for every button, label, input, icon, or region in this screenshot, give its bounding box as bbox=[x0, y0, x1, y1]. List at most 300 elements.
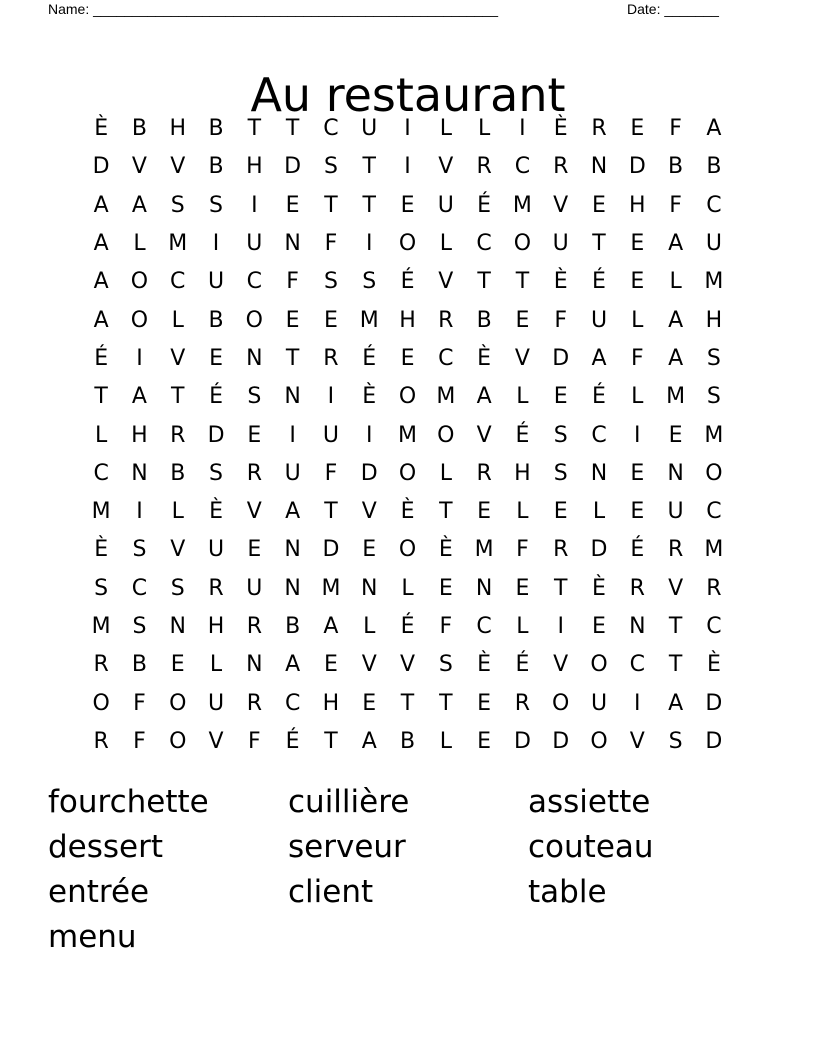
grid-letter: L bbox=[516, 384, 529, 410]
grid-letter: O bbox=[130, 269, 149, 295]
grid-letter: M bbox=[91, 499, 111, 525]
grid-letter: E bbox=[285, 192, 300, 218]
grid-letter: E bbox=[630, 499, 645, 525]
grid-letter: F bbox=[324, 231, 338, 257]
grid-letter: F bbox=[133, 728, 146, 754]
grid-letter: O bbox=[92, 690, 110, 716]
grid-letter: S bbox=[553, 460, 568, 486]
grid-letter: M bbox=[398, 422, 418, 448]
grid-letter: D bbox=[322, 537, 340, 563]
grid-letter: E bbox=[438, 575, 453, 601]
grid-letter: D bbox=[628, 154, 646, 180]
grid-letter: A bbox=[285, 652, 301, 678]
grid-letter: L bbox=[516, 499, 529, 525]
grid-letter: D bbox=[552, 728, 570, 754]
grid-letter: T bbox=[171, 384, 185, 410]
grid-letter: E bbox=[362, 690, 377, 716]
grid-letter: N bbox=[284, 231, 301, 257]
grid-letter: R bbox=[629, 575, 645, 601]
grid-letter: T bbox=[592, 231, 606, 257]
grid-letter: E bbox=[592, 192, 606, 218]
grid-letter: È bbox=[477, 345, 492, 371]
grid-letter: D bbox=[705, 690, 723, 716]
grid-letter: L bbox=[439, 231, 452, 257]
grid-letter: T bbox=[94, 384, 108, 410]
grid-letter: A bbox=[706, 116, 722, 142]
grid-letter: F bbox=[439, 614, 453, 639]
word-search-grid bbox=[82, 110, 733, 761]
grid-letter: M bbox=[704, 537, 724, 563]
grid-letter: L bbox=[669, 269, 682, 295]
grid-letter: E bbox=[630, 269, 645, 295]
grid-letter: O bbox=[398, 384, 417, 410]
grid-letter: S bbox=[706, 384, 721, 410]
grid-letter: B bbox=[285, 614, 301, 639]
grid-letter: É bbox=[515, 422, 530, 448]
grid-letter: F bbox=[669, 192, 682, 218]
grid-letter: S bbox=[323, 269, 338, 295]
grid-letter: R bbox=[246, 614, 262, 639]
grid-letter: V bbox=[553, 652, 569, 678]
grid-letter: I bbox=[289, 422, 296, 448]
grid-letter: É bbox=[592, 384, 606, 410]
grid-letter: L bbox=[363, 614, 376, 639]
grid-letter: E bbox=[630, 231, 645, 257]
grid-letter: A bbox=[131, 192, 147, 218]
grid-letter: R bbox=[553, 537, 569, 563]
grid-letter: I bbox=[634, 422, 641, 448]
page-title: Au restaurant bbox=[250, 67, 566, 122]
grid-letter: M bbox=[359, 307, 379, 333]
grid-letter: M bbox=[91, 614, 111, 639]
grid-letter: O bbox=[590, 728, 608, 754]
grid-letter: S bbox=[553, 422, 568, 448]
grid-letter: V bbox=[170, 154, 186, 180]
grid-letter: S bbox=[247, 384, 262, 410]
grid-letter: F bbox=[630, 345, 644, 371]
grid-letter: S bbox=[706, 345, 721, 371]
grid-letter: I bbox=[519, 116, 526, 142]
grid-letter: F bbox=[516, 537, 529, 563]
grid-letter: E bbox=[323, 307, 338, 333]
grid-letter: C bbox=[93, 460, 109, 486]
grid-letter: D bbox=[207, 422, 225, 448]
date-field-line: Date: _______ bbox=[627, 1, 719, 17]
grid-letter: I bbox=[365, 231, 373, 257]
grid-letter: H bbox=[207, 614, 225, 639]
grid-letter: R bbox=[93, 728, 109, 754]
grid-letter: È bbox=[94, 116, 109, 142]
grid-letter: H bbox=[514, 460, 531, 486]
grid-letter: C bbox=[706, 192, 722, 218]
grid-letter: I bbox=[365, 422, 373, 448]
grid-letter: E bbox=[515, 307, 530, 333]
grid-letter: E bbox=[553, 499, 568, 525]
grid-letter: V bbox=[514, 345, 530, 371]
grid-letter: È bbox=[553, 269, 568, 295]
grid-letter: O bbox=[245, 307, 263, 333]
grid-letter: È bbox=[706, 652, 721, 678]
grid-letter: C bbox=[438, 345, 454, 371]
grid-letter: C bbox=[706, 614, 722, 639]
grid-letter: N bbox=[246, 345, 263, 371]
grid-letter: U bbox=[246, 231, 263, 257]
grid-letter: D bbox=[705, 728, 723, 754]
grid-letter: M bbox=[474, 537, 494, 563]
grid-letter: N bbox=[246, 652, 263, 678]
grid-letter: A bbox=[476, 384, 492, 410]
grid-letter: B bbox=[208, 154, 224, 180]
grid-letter: T bbox=[324, 728, 338, 754]
grid-letter: O bbox=[169, 690, 187, 716]
grid-letter: A bbox=[668, 307, 684, 333]
grid-letter: V bbox=[629, 728, 645, 754]
grid-letter: T bbox=[668, 614, 683, 639]
grid-letter: T bbox=[324, 192, 338, 218]
grid-letter: N bbox=[284, 575, 301, 601]
grid-letter: V bbox=[170, 537, 186, 563]
grid-letter: M bbox=[512, 192, 532, 218]
grid-letter: E bbox=[592, 614, 606, 639]
grid-letter: D bbox=[360, 460, 378, 486]
grid-letter: C bbox=[131, 575, 148, 601]
grid-letter: U bbox=[437, 192, 454, 218]
grid-letter: I bbox=[327, 384, 335, 410]
grid-letter: A bbox=[668, 231, 684, 257]
grid-letter: È bbox=[209, 499, 223, 525]
grid-letter: L bbox=[133, 231, 146, 257]
grid-letter: V bbox=[208, 728, 224, 754]
grid-letter: T bbox=[324, 499, 338, 525]
grid-letter: T bbox=[553, 575, 568, 601]
grid-letter: É bbox=[362, 345, 377, 371]
grid-letter: E bbox=[170, 652, 185, 678]
grid-letter: L bbox=[171, 499, 184, 525]
grid-letter: É bbox=[477, 192, 492, 218]
grid-letter: C bbox=[284, 690, 301, 716]
grid-letter: N bbox=[284, 537, 301, 563]
grid-letter: E bbox=[630, 460, 645, 486]
grid-letter: U bbox=[284, 460, 301, 486]
word-list-item: table bbox=[528, 874, 607, 910]
grid-letter: L bbox=[516, 614, 529, 639]
grid-letter: L bbox=[95, 422, 108, 448]
grid-letter: U bbox=[590, 307, 608, 333]
grid-letter: O bbox=[513, 231, 532, 257]
grid-letter: B bbox=[208, 116, 224, 142]
grid-letter: F bbox=[669, 116, 682, 142]
grid-letter: V bbox=[668, 575, 684, 601]
name-field-line: Name: ____________________________________________________ bbox=[48, 1, 499, 17]
word-list-item: client bbox=[288, 874, 374, 910]
grid-letter: V bbox=[361, 652, 377, 678]
grid-letter: E bbox=[477, 728, 492, 754]
grid-letter: V bbox=[553, 192, 569, 218]
grid-letter: V bbox=[361, 499, 377, 525]
grid-letter: E bbox=[285, 307, 300, 333]
grid-letter: É bbox=[592, 269, 606, 295]
grid-letter: C bbox=[246, 269, 263, 295]
grid-letter: È bbox=[592, 575, 606, 601]
grid-letter: U bbox=[207, 537, 225, 563]
grid-letter: R bbox=[476, 460, 492, 486]
grid-letter: B bbox=[399, 728, 416, 754]
grid-letter: E bbox=[400, 345, 415, 371]
grid-letter: C bbox=[706, 499, 722, 525]
grid-letter: O bbox=[398, 537, 417, 563]
grid-letter: R bbox=[208, 575, 224, 601]
grid-letter: È bbox=[438, 537, 453, 563]
grid-letter: M bbox=[436, 384, 456, 410]
grid-letter: I bbox=[251, 192, 258, 218]
grid-letter: R bbox=[93, 652, 109, 678]
grid-letter: S bbox=[668, 728, 683, 754]
grid-letter: È bbox=[94, 537, 109, 563]
grid-letter: T bbox=[515, 269, 530, 295]
grid-letter: E bbox=[247, 422, 262, 448]
grid-letter: S bbox=[132, 537, 147, 563]
grid-letter: M bbox=[168, 231, 188, 257]
grid-letter: E bbox=[477, 690, 492, 716]
grid-letter: S bbox=[94, 575, 109, 601]
grid-letter: S bbox=[170, 575, 185, 601]
grid-letter: A bbox=[323, 614, 339, 639]
grid-letter: I bbox=[404, 154, 411, 180]
grid-letter: L bbox=[439, 116, 452, 142]
grid-letter: H bbox=[322, 690, 340, 716]
grid-letter: V bbox=[399, 652, 416, 678]
grid-letter: N bbox=[131, 460, 148, 486]
grid-letter: È bbox=[553, 116, 568, 142]
grid-letter: C bbox=[323, 116, 339, 142]
grid-letter: A bbox=[93, 269, 109, 295]
grid-letter: L bbox=[209, 652, 223, 678]
grid-letter: O bbox=[130, 307, 149, 333]
grid-letter: C bbox=[476, 231, 492, 257]
grid-letter: É bbox=[94, 345, 109, 371]
grid-letter: B bbox=[208, 307, 224, 333]
grid-letter: E bbox=[630, 116, 645, 142]
grid-letter: N bbox=[590, 154, 608, 180]
grid-letter: C bbox=[591, 422, 607, 448]
grid-letter: R bbox=[591, 116, 607, 142]
grid-letter: A bbox=[361, 728, 377, 754]
word-list-item: fourchette bbox=[48, 784, 209, 820]
grid-letter: B bbox=[170, 460, 186, 486]
grid-letter: U bbox=[552, 231, 569, 257]
grid-letter: L bbox=[401, 575, 414, 601]
grid-letter: B bbox=[706, 154, 722, 180]
grid-letter: D bbox=[513, 728, 531, 754]
grid-letter: F bbox=[133, 690, 146, 716]
grid-letter: R bbox=[553, 154, 569, 180]
grid-letter: N bbox=[284, 384, 301, 410]
grid-letter: S bbox=[362, 269, 377, 295]
grid-letter: É bbox=[515, 652, 530, 678]
grid-letter: I bbox=[136, 499, 143, 525]
grid-letter: L bbox=[631, 307, 644, 333]
grid-letter: S bbox=[209, 460, 224, 486]
word-list-item: serveur bbox=[288, 829, 406, 865]
grid-letter: C bbox=[170, 269, 186, 295]
grid-letter: T bbox=[285, 345, 300, 371]
grid-letter: L bbox=[439, 728, 452, 754]
grid-letter: U bbox=[667, 499, 684, 525]
grid-letter: B bbox=[476, 307, 492, 333]
grid-letter: R bbox=[667, 537, 684, 563]
grid-letter: N bbox=[667, 460, 684, 486]
grid-letter: É bbox=[400, 614, 415, 639]
grid-letter: H bbox=[629, 192, 646, 218]
grid-letter: D bbox=[92, 154, 110, 180]
grid-letter: V bbox=[476, 422, 492, 448]
grid-letter: É bbox=[285, 728, 300, 754]
grid-letter: V bbox=[246, 499, 262, 525]
grid-letter: N bbox=[475, 575, 493, 601]
grid-letter: U bbox=[590, 690, 608, 716]
grid-letter: O bbox=[169, 728, 187, 754]
grid-letter: U bbox=[322, 422, 339, 448]
grid-letter: A bbox=[285, 499, 301, 525]
grid-letter: R bbox=[514, 690, 531, 716]
grid-letter: A bbox=[668, 690, 684, 716]
grid-letter: L bbox=[592, 499, 606, 525]
grid-letter: R bbox=[170, 422, 186, 448]
grid-letter: È bbox=[477, 652, 492, 678]
grid-letter: C bbox=[514, 154, 531, 180]
grid-letter: S bbox=[323, 154, 338, 180]
grid-letter: I bbox=[136, 345, 143, 371]
grid-letter: E bbox=[477, 499, 492, 525]
grid-letter: A bbox=[93, 307, 109, 333]
grid-letter: R bbox=[476, 154, 492, 180]
grid-letter: S bbox=[209, 192, 224, 218]
grid-letter: V bbox=[131, 154, 147, 180]
grid-letter: R bbox=[323, 345, 339, 371]
grid-letter: V bbox=[438, 154, 454, 180]
grid-letter: E bbox=[247, 537, 262, 563]
grid-letter: R bbox=[706, 575, 722, 601]
grid-letter: É bbox=[209, 384, 223, 410]
grid-letter: E bbox=[323, 652, 338, 678]
grid-letter: F bbox=[324, 460, 338, 486]
grid-letter: N bbox=[590, 460, 608, 486]
grid-letter: M bbox=[666, 384, 686, 410]
grid-letter: R bbox=[438, 307, 454, 333]
grid-letter: S bbox=[132, 614, 147, 639]
grid-letter: T bbox=[247, 116, 262, 142]
word-list-item: cuillière bbox=[288, 784, 410, 820]
grid-letter: U bbox=[207, 269, 225, 295]
grid-letter: D bbox=[284, 154, 302, 180]
grid-letter: V bbox=[170, 345, 186, 371]
grid-letter: O bbox=[590, 652, 608, 678]
grid-letter: T bbox=[439, 499, 453, 525]
grid-letter: T bbox=[668, 652, 683, 678]
grid-letter: A bbox=[131, 384, 147, 410]
grid-letter: U bbox=[246, 575, 263, 601]
grid-letter: U bbox=[705, 231, 722, 257]
grid-letter: T bbox=[362, 192, 376, 218]
grid-letter: É bbox=[400, 269, 415, 295]
grid-letter: H bbox=[705, 307, 723, 333]
grid-letter: I bbox=[404, 116, 411, 142]
grid-letter: È bbox=[400, 499, 415, 525]
grid-letter: L bbox=[171, 307, 184, 333]
grid-letter: A bbox=[93, 231, 109, 257]
grid-letter: I bbox=[557, 614, 564, 639]
grid-letter: S bbox=[170, 192, 185, 218]
grid-letter: M bbox=[704, 422, 724, 448]
grid-letter: L bbox=[631, 384, 644, 410]
grid-letter: M bbox=[321, 575, 341, 601]
grid-letter: I bbox=[634, 690, 641, 716]
grid-letter: T bbox=[285, 116, 300, 142]
grid-letter: T bbox=[362, 154, 376, 180]
grid-letter: A bbox=[668, 345, 684, 371]
grid-letter: H bbox=[169, 116, 187, 142]
grid-letter: O bbox=[552, 690, 570, 716]
grid-letter: M bbox=[704, 269, 724, 295]
grid-letter: E bbox=[400, 192, 415, 218]
grid-letter: L bbox=[477, 116, 491, 142]
grid-letter: D bbox=[552, 345, 570, 371]
grid-letter: N bbox=[629, 614, 646, 639]
grid-letter: E bbox=[209, 345, 223, 371]
grid-letter: O bbox=[398, 231, 417, 257]
grid-letter: É bbox=[630, 537, 645, 563]
grid-letter: V bbox=[438, 269, 454, 295]
word-list-item: menu bbox=[48, 919, 137, 955]
grid-letter: A bbox=[591, 345, 607, 371]
grid-letter: D bbox=[590, 537, 608, 563]
grid-letter: H bbox=[246, 154, 263, 180]
grid-letter: A bbox=[93, 192, 109, 218]
grid-letter: C bbox=[476, 614, 492, 639]
grid-letter: F bbox=[248, 728, 261, 754]
grid-letter: H bbox=[399, 307, 416, 333]
grid-letter: U bbox=[361, 116, 378, 142]
grid-letter: E bbox=[668, 422, 683, 448]
grid-letter: U bbox=[207, 690, 225, 716]
grid-letter: T bbox=[439, 690, 453, 716]
grid-letter: R bbox=[246, 690, 262, 716]
grid-letter: B bbox=[131, 652, 147, 678]
grid-letter: C bbox=[629, 652, 645, 678]
grid-letter: T bbox=[477, 269, 491, 295]
word-list-item: assiette bbox=[528, 784, 651, 820]
word-list bbox=[48, 780, 768, 960]
grid-letter: E bbox=[362, 537, 377, 563]
grid-letter: L bbox=[439, 460, 452, 486]
grid-letter: F bbox=[286, 269, 299, 295]
grid-letter: H bbox=[131, 422, 148, 448]
grid-letter: I bbox=[212, 231, 220, 257]
grid-letter: È bbox=[362, 384, 377, 410]
grid-letter: O bbox=[437, 422, 455, 448]
grid-letter: E bbox=[515, 575, 530, 601]
grid-letter: R bbox=[246, 460, 262, 486]
grid-letter: N bbox=[169, 614, 186, 639]
grid-letter: E bbox=[553, 384, 568, 410]
grid-letter: B bbox=[131, 116, 147, 142]
word-list-item: entrée bbox=[48, 874, 150, 910]
grid-letter: N bbox=[360, 575, 378, 601]
grid-letter: O bbox=[398, 460, 417, 486]
grid-letter: B bbox=[668, 154, 684, 180]
word-list-item: dessert bbox=[48, 829, 164, 865]
grid-letter: S bbox=[438, 652, 453, 678]
